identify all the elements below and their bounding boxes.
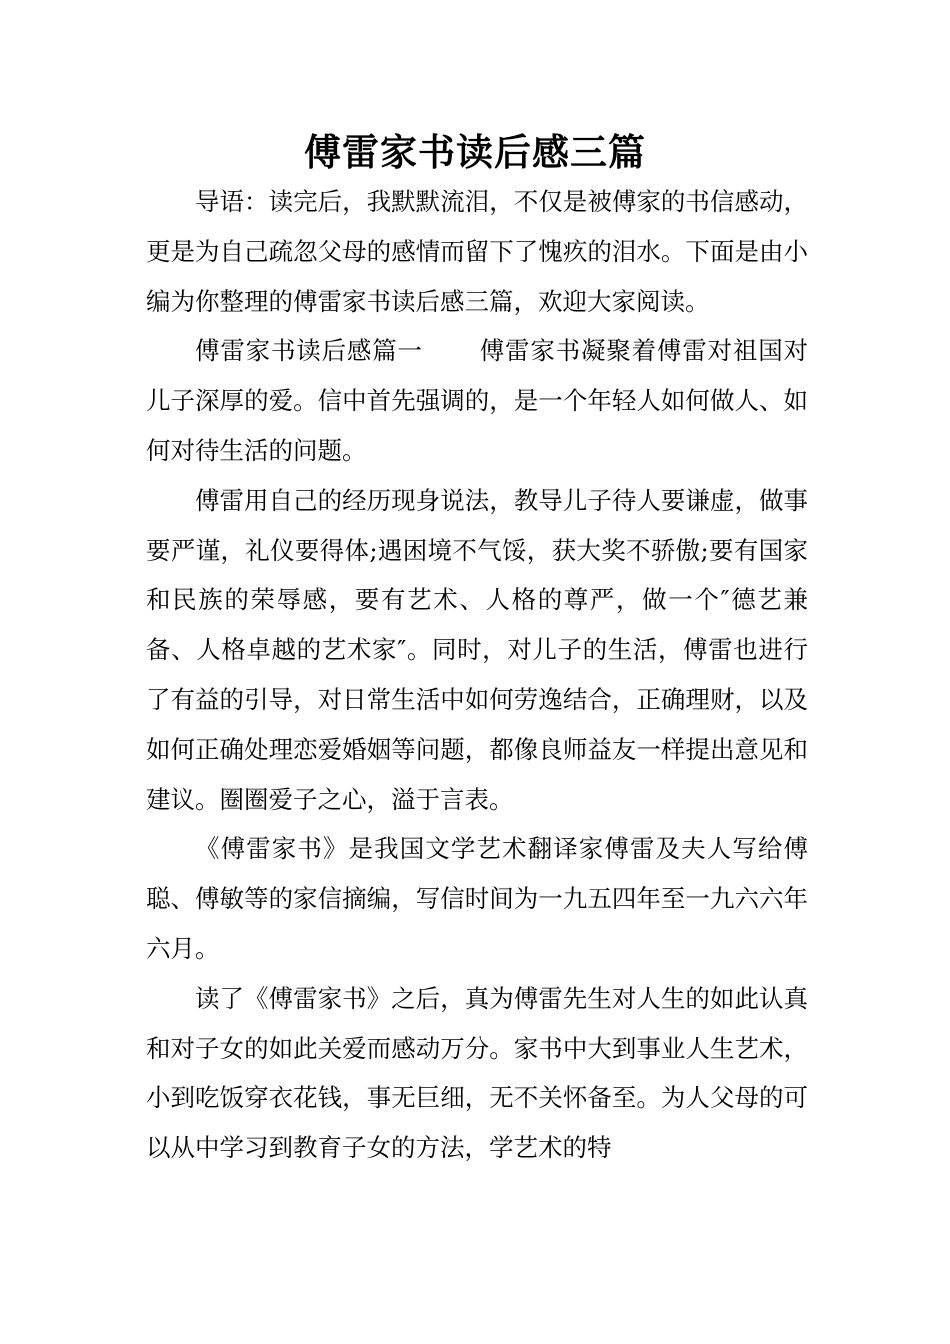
paragraph-teaching: 傅雷用自己的经历现身说法，教导儿子待人要谦虚，做事要严谨，礼仪要得体;遇困境不气馁，获大奖不骄傲;要有国家和民族的荣辱感，要有艺术、人格的尊严，做一个″德艺兼备、人格卓越的艺术家″。同时，对儿子的生活，傅雷也进行了有益的引导，对日常生活中如何劳逸结合，正确理财，以及如何正确处理恋爱婚姻等问题，都像良师益友一样提出意见和建议。圈圈爱子之心，溢于言表。 <box>146 485 808 814</box>
document-body <box>146 177 808 1173</box>
section-one-text: 傅雷家书凝聚着傅雷对祖国对儿子深厚的爱。信中首先强调的，是一个年轻人如何做人、如何对待生活的问题。 <box>146 336 809 465</box>
paragraph-reflection: 读了《傅雷家书》之后，真为傅雷先生对人生的如此认真和对子女的如此关爱而感动万分。家书中大到事业人生艺术，小到吃饭穿衣花钱，事无巨细，无不关怀备至。为人父母的可以从中学习到教育子女的方法，学艺术的特 <box>146 983 808 1163</box>
paragraph-section-one <box>146 326 808 475</box>
paragraph-book-info: 《傅雷家书》是我国文学艺术翻译家傅雷及夫人写给傅聪、傅敏等的家信摘编，写信时间为一九五四年至一九六六年六月。 <box>146 834 808 963</box>
paragraph-intro: 导语：读完后，我默默流泪，不仅是被傅家的书信感动，更是为自己疏忽父母的感情而留下了愧疚的泪水。下面是由小编为你整理的傅雷家书读后感三篇，欢迎大家阅读。 <box>146 187 808 316</box>
document-title: 傅雷家书读后感三篇 <box>304 130 646 174</box>
section-heading: 傅雷家书读后感篇一 <box>195 336 423 366</box>
